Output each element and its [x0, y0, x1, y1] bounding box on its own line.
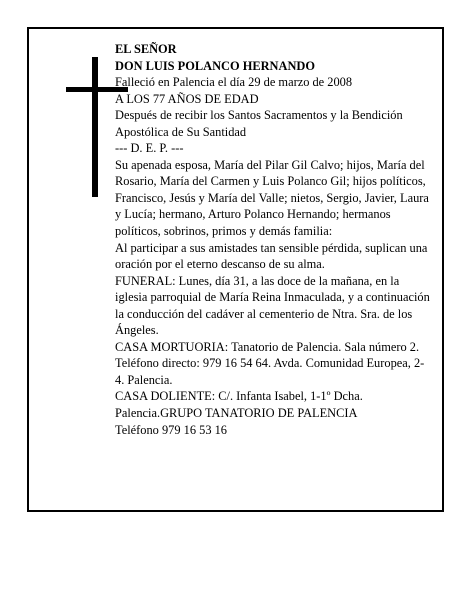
obituary-notice [27, 27, 444, 512]
notice-text [115, 41, 433, 438]
cross-vertical-bar [92, 57, 98, 197]
family-paragraph: Su apenada esposa, María del Pilar Gil Calvo; hijos, María del Rosario, María del Carmen y Luis Polanco Gil; hijos políticos, Francisco, Jesús y María del Valle; nietos, Sergio, Javier, Laura y Lucía; hermano, Arturo Polanco Hernando; hermanos políticos, sobrinos, primos y demás familia: [115, 157, 429, 239]
death-info: Falleció en Palencia el día 29 de marzo de 2008 [115, 75, 353, 90]
deceased-name: DON LUIS POLANCO HERNANDO [115, 58, 315, 73]
casa-mortuoria-paragraph: CASA MORTUORIA: Tanatorio de Palencia. Sala número 2. Teléfono directo: 979 16 54 64. Avda. Comunidad Europea, 2-4. Palencia. [115, 339, 425, 387]
phone-line: Teléfono 979 16 53 16 [115, 422, 228, 437]
notice-title: EL SEÑOR [115, 42, 177, 56]
request-paragraph: Al participar a sus amistades tan sensible pérdida, suplican una oración por el eterno descanso de su alma. [115, 240, 428, 272]
casa-doliente-paragraph: CASA DOLIENTE: C/. Infanta Isabel, 1-1º Dcha. Palencia.GRUPO TANATORIO DE PALENCIA [115, 389, 363, 421]
rip-line: --- D. E. P. --- [115, 141, 184, 156]
age-info: A LOS 77 AÑOS DE EDAD [115, 91, 259, 106]
sacraments-paragraph: Después de recibir los Santos Sacramentos y la Bendición Apostólica de Su Santidad [115, 108, 403, 139]
funeral-paragraph: FUNERAL: Lunes, día 31, a las doce de la mañana, en la iglesia parroquial de María Reina Inmaculada, y a continuación la conducción del cadáver al cementerio de Ntra. Sra. de los Ángeles. [115, 273, 430, 338]
